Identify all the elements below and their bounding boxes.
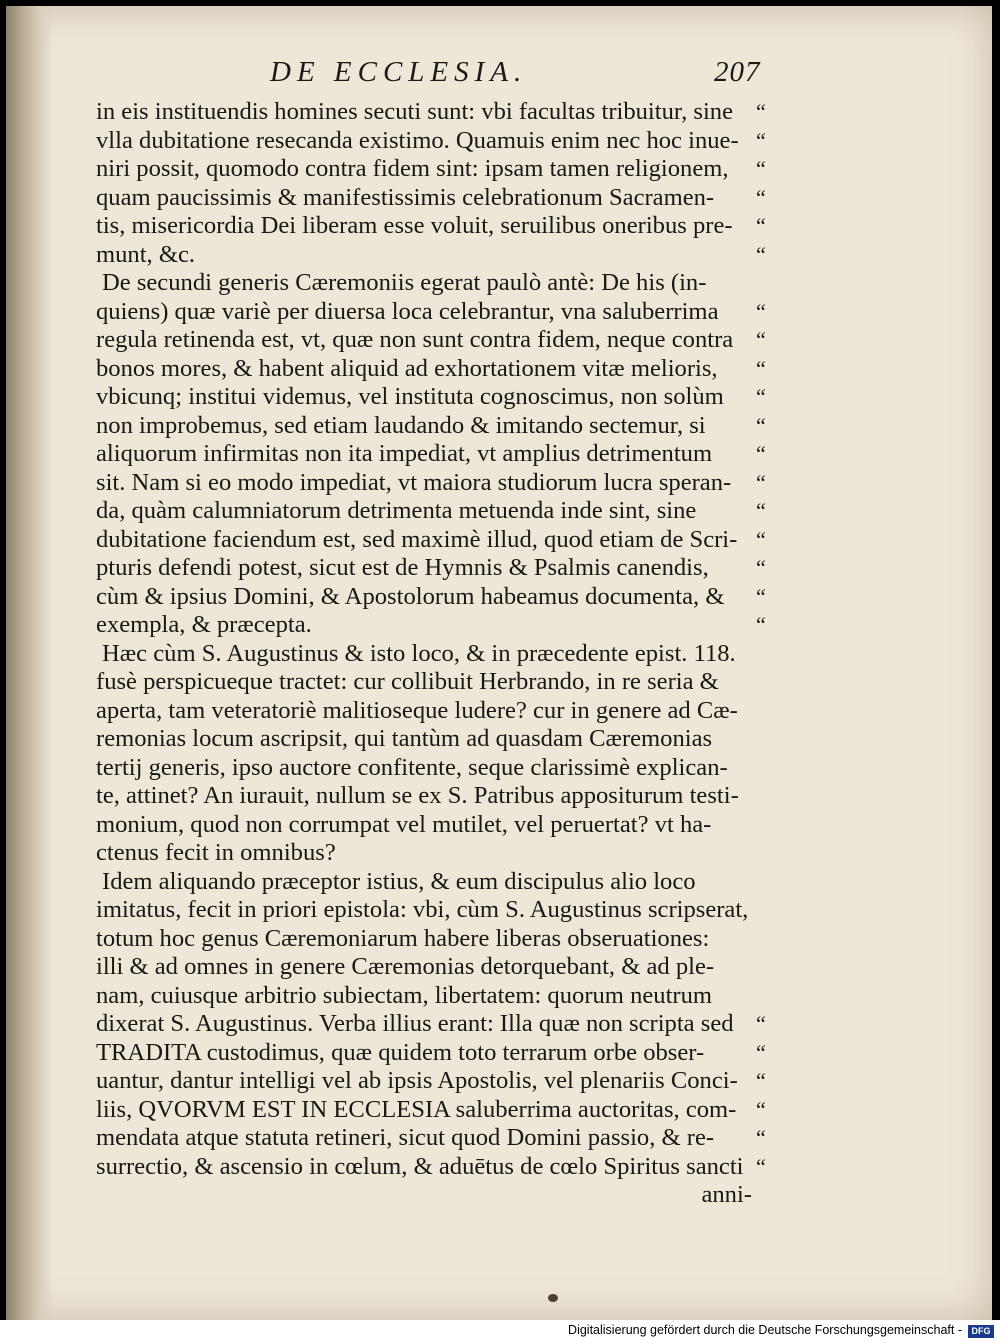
text-line: TRADITA custodimus, quæ quidem toto terrarum orbe obser- xyxy=(96,1038,705,1066)
quote-mark: “ xyxy=(756,469,766,495)
text-line: Hæc cùm S. Augustinus & isto loco, & in præcedente epist. 118. xyxy=(102,639,736,667)
quote-mark: “ xyxy=(756,412,766,438)
text-line: fusè perspicueque tractet: cur collibuit Herbrando, in re seria & xyxy=(96,668,719,695)
text-line: munt, &c. xyxy=(96,240,196,268)
text-line: nam, cuiusque arbitrio subiectam, libertatem: quorum neutrum xyxy=(96,981,713,1009)
quote-mark-gap xyxy=(756,754,786,783)
text-line: dixerat S. Augustinus. Verba illius erant: Illa quæ non scripta sed xyxy=(96,1010,734,1037)
quote-mark-gap xyxy=(756,982,786,1011)
text-line: totum hoc genus Cæremoniarum habere liberas obseruationes: xyxy=(96,924,710,952)
text-line: De secundi generis Cæremoniis egerat paulò antè: De his (in- xyxy=(102,269,707,296)
quote-mark-gap xyxy=(756,269,786,298)
quote-mark: “ xyxy=(756,99,766,124)
quote-mark: “ xyxy=(756,298,766,324)
quote-mark-gap xyxy=(756,697,786,726)
quote-mark: “ xyxy=(756,384,766,409)
quote-mark-gap xyxy=(756,725,786,754)
running-header xyxy=(270,56,790,96)
text-line: illi & ad omnes in genere Cæremonias detorquebant, & ad ple- xyxy=(96,953,715,980)
text-line: ctenus fecit in omnibus? xyxy=(96,839,336,866)
text-line: exempla, & præcepta. xyxy=(96,611,312,638)
funding-notice: Digitalisierung gefördert durch die Deutsche Forschungsgemeinschaft - xyxy=(568,1323,962,1337)
quote-mark: “ xyxy=(756,127,766,153)
quote-mark-gap xyxy=(756,668,786,697)
dfg-logo[interactable]: DFG xyxy=(968,1325,994,1338)
text-line: in eis instituendis homines secuti sunt: vbi facultas tribuitur, sine xyxy=(96,98,734,125)
text-line: aperta, tam veteratoriè malitioseque ludere? cur in genere ad Cæ- xyxy=(96,696,738,724)
quote-mark-gap xyxy=(756,896,786,925)
page-number: 207 xyxy=(714,56,761,88)
text-line: te, attinet? An iurauit, nullum se ex S. Patribus appositurum testi- xyxy=(96,782,739,809)
text-line: pturis defendi potest, sicut est de Hymnis & Psalmis canendis, xyxy=(96,554,709,581)
quote-mark: “ xyxy=(756,213,766,238)
text-line: Idem aliquando præceptor istius, & eum discipulus alio loco xyxy=(102,867,696,895)
quote-mark: “ xyxy=(756,441,766,466)
text-line: liis, QVORVM EST IN ECCLESIA saluberrima auctoritas, com- xyxy=(96,1095,737,1123)
running-title: DE ECCLESIA. xyxy=(270,56,528,88)
quote-mark: “ xyxy=(756,184,766,210)
text-line: monium, quod non corrumpat vel mutilet, vel peruertat? vt ha- xyxy=(96,810,712,838)
quote-mark-gap xyxy=(756,839,786,868)
text-line: aliquorum infirmitas non ita impediat, vt amplius detrimentum xyxy=(96,440,713,467)
text-line: niri possit, quomodo contra fidem sint: ipsam tamen religionem, xyxy=(96,155,729,182)
margin-quote-marks xyxy=(756,98,786,1181)
text-line: sit. Nam si eo modo impediat, vt maiora studiorum lucra speran- xyxy=(96,468,732,496)
quote-mark: “ xyxy=(756,1096,766,1122)
quote-mark: “ xyxy=(756,355,766,381)
text-line: non improbemus, sed etiam laudando & imitando sectemur, si xyxy=(96,411,706,439)
text-line: mendata atque statuta retineri, sicut quod Domini passio, & re- xyxy=(96,1124,715,1151)
text-line: uantur, dantur intelligi vel ab ipsis Apostolis, vel plenariis Conci- xyxy=(96,1067,738,1094)
quote-mark: “ xyxy=(756,156,766,181)
text-line: remonias locum ascripsit, qui tantùm ad quasdam Cæremonias xyxy=(96,725,713,752)
quote-mark: “ xyxy=(756,498,766,523)
quote-mark-gap xyxy=(756,782,786,811)
quote-mark-gap xyxy=(756,868,786,897)
quote-mark: “ xyxy=(756,241,766,267)
text-line: vbicunq; institui videmus, vel instituta cognoscimus, non solùm xyxy=(96,383,724,410)
ink-blot xyxy=(548,1294,558,1302)
body-text xyxy=(96,98,752,1210)
text-line: imitatus, fecit in priori epistola: vbi, cùm S. Augustinus scripserat, xyxy=(96,896,749,923)
footer-bar xyxy=(0,1320,1000,1343)
text-line: bonos mores, & habent aliquid ad exhortationem vitæ melioris, xyxy=(96,354,718,382)
text-line: cùm & ipsius Domini, & Apostolorum habeamus documenta, & xyxy=(96,582,725,610)
quote-mark-gap xyxy=(756,640,786,669)
quote-mark: “ xyxy=(756,526,766,552)
quote-mark: “ xyxy=(756,1153,766,1179)
text-line: vlla dubitatione resecanda existimo. Quamuis enim nec hoc inue- xyxy=(96,126,739,154)
quote-mark-gap xyxy=(756,953,786,982)
quote-mark: “ xyxy=(756,1125,766,1150)
quote-mark: “ xyxy=(756,612,766,637)
quote-mark: “ xyxy=(756,327,766,352)
text-line: dubitatione faciendum est, sed maximè illud, quod etiam de Scri- xyxy=(96,525,738,553)
quote-mark-gap xyxy=(756,811,786,840)
quote-mark: “ xyxy=(756,1039,766,1065)
text-line: quiens) quæ variè per diuersa loca celebrantur, vna saluberrima xyxy=(96,297,719,325)
text-line: surrectio, & ascensio in cœlum, & aduētus de cœlo Spiritus sancti xyxy=(96,1152,744,1180)
quote-mark-gap xyxy=(756,925,786,954)
text-line: tis, misericordia Dei liberam esse voluit, seruilibus oneribus pre- xyxy=(96,212,733,239)
text-line: da, quàm calumniatorum detrimenta metuenda inde sint, sine xyxy=(96,497,697,524)
quote-mark: “ xyxy=(756,1011,766,1036)
quote-mark: “ xyxy=(756,1068,766,1093)
text-line: quam paucissimis & manifestissimis celebrationum Sacramen- xyxy=(96,183,715,211)
catchword: anni- xyxy=(701,1181,752,1208)
quote-mark: “ xyxy=(756,555,766,580)
quote-mark: “ xyxy=(756,583,766,609)
text-line: tertij generis, ipso auctore confitente, seque clarissimè explican- xyxy=(96,753,728,781)
text-line: regula retinenda est, vt, quæ non sunt contra fidem, neque contra xyxy=(96,326,734,353)
page-gutter-shadow xyxy=(6,6,54,1320)
